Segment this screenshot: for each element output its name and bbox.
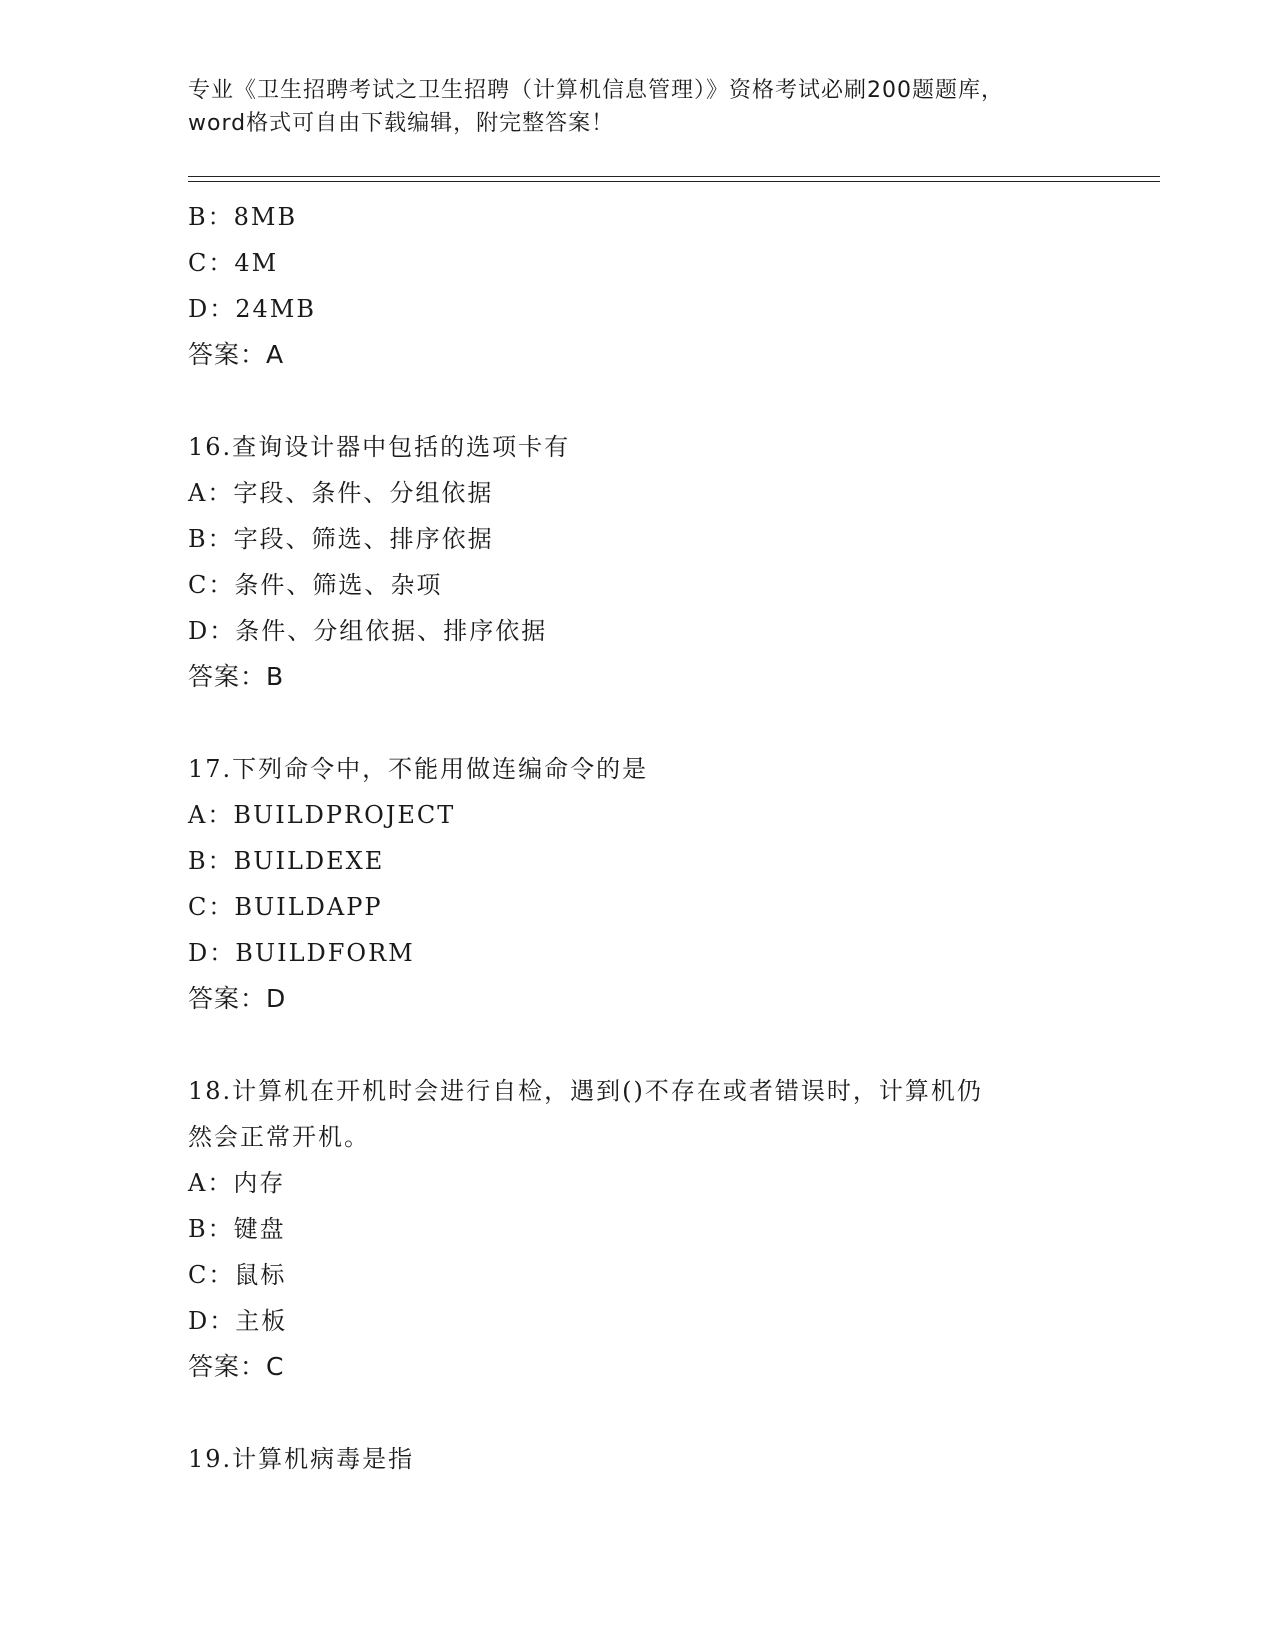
option-key: A： [188,479,234,507]
answer-line: 答案：C [188,1352,285,1381]
option-row [188,194,1148,240]
option-key: D： [188,1307,236,1335]
question-stem: 19.计算机病毒是指 [188,1445,415,1473]
document-header [188,74,1088,140]
option-key: B： [188,1215,234,1243]
option-text: 24MB [235,295,316,323]
option-text: 主板 [235,1307,288,1335]
question-spacer [188,700,1148,746]
option-text: 字段、筛选、排序依据 [233,525,494,553]
option-text: 键盘 [233,1215,286,1243]
question-spacer [188,1022,1148,1068]
answer-line: 答案：A [188,340,285,369]
question-stem-line-2: 然会正常开机。 [188,1123,370,1151]
option-row [188,1298,1148,1344]
option-text: 条件、分组依据、排序依据 [235,617,548,645]
option-text: 8MB [233,203,298,231]
answer-line: 答案：D [188,984,287,1013]
option-key: C： [188,1261,235,1289]
option-row [188,608,1148,654]
option-row [188,930,1148,976]
option-key: C： [188,249,235,277]
header-divider-bottom [188,181,1160,182]
header-line-2: word格式可自由下载编辑，附完整答案！ [188,111,615,136]
option-row [188,470,1148,516]
option-key: B： [188,203,234,231]
option-key: B： [188,847,234,875]
option-text: BUILDFORM [235,939,415,967]
option-text: BUILDEXE [233,847,385,875]
option-text: 字段、条件、分组依据 [233,479,494,507]
option-row [188,838,1148,884]
option-key: A： [188,1169,234,1197]
option-row [188,286,1148,332]
option-key: A： [188,801,234,829]
question-block-18 [188,1068,1148,1390]
header-divider-top [188,176,1160,177]
option-text: 4M [234,249,279,277]
option-row [188,1160,1148,1206]
option-text: 条件、筛选、杂项 [234,571,443,599]
option-key: D： [188,939,236,967]
question-block-19 [188,1436,1148,1482]
option-row [188,240,1148,286]
option-key: B： [188,525,234,553]
option-key: D： [188,617,236,645]
question-stem-line-1: 18.计算机在开机时会进行自检，遇到()不存在或者错误时，计算机仍 [188,1077,983,1105]
option-row [188,516,1148,562]
question-stem: 17.下列命令中，不能用做连编命令的是 [188,755,649,783]
question-spacer [188,1390,1148,1436]
question-block-17 [188,746,1148,1022]
option-row [188,1252,1148,1298]
option-key: C： [188,893,235,921]
option-text: BUILDPROJECT [233,801,456,829]
question-block-16 [188,424,1148,700]
option-row [188,792,1148,838]
question-spacer [188,378,1148,424]
option-text: 鼠标 [234,1261,287,1289]
question-stem: 16.查询设计器中包括的选项卡有 [188,433,571,461]
option-row [188,1206,1148,1252]
option-text: 内存 [233,1169,286,1197]
question-block-partial [188,194,1148,378]
option-text: BUILDAPP [234,893,383,921]
answer-line: 答案：B [188,662,285,691]
option-key: D： [188,295,236,323]
header-line-1: 专业《卫生招聘考试之卫生招聘（计算机信息管理）》资格考试必刷200题题库， [188,78,1004,103]
question-list [188,194,1148,1482]
option-key: C： [188,571,235,599]
option-row [188,562,1148,608]
option-row [188,884,1148,930]
